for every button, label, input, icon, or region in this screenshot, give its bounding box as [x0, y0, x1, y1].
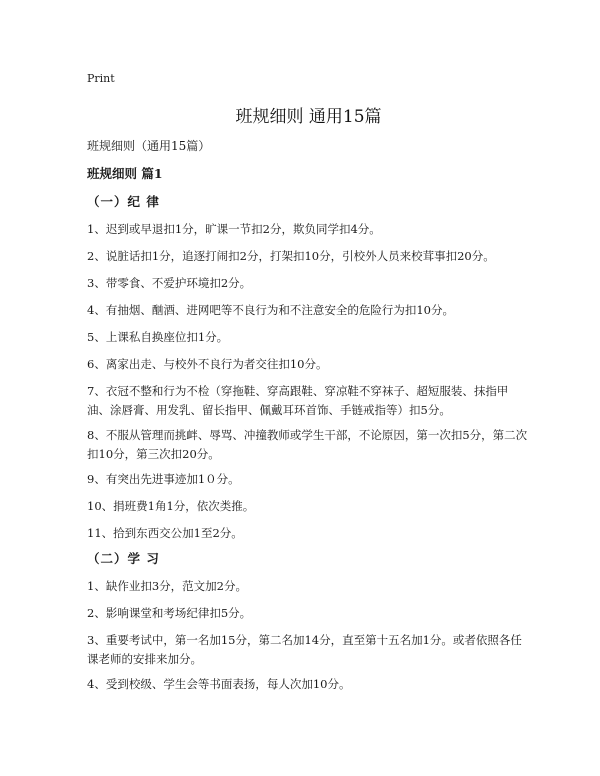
list-item: 11、拾到东西交公加1至2分。 [87, 526, 243, 540]
list-item: 6、离家出走、与校外不良行为者交往扣10分。 [87, 357, 328, 371]
list-item: 1、缺作业扣3分，范文加2分。 [87, 579, 247, 593]
list-item: 3、重要考试中，第一名加15分，第二名加14分，直至第十五名加1分。或者依照各任课老师的安排来加分。 [87, 633, 522, 666]
list-item: 10、捐班费1角1分，依次类推。 [87, 499, 255, 513]
list-item: 8、不服从管理而挑衅、辱骂、冲撞教师或学生干部，不论原因，第一次扣5分，第二次扣10分，第三次扣20分。 [87, 428, 528, 461]
study-list [87, 577, 530, 694]
list-item: 2、影响课堂和考场纪律扣5分。 [87, 606, 252, 620]
list-item: 2、说脏话扣1分，追逐打闹扣2分，打架扣10分，引校外人员来校茸事扣20分。 [87, 249, 495, 263]
document-subtitle: 班规细则（通用15篇） [87, 139, 211, 153]
page-title: 班规细则 通用15篇 [235, 107, 382, 127]
study-heading: （二）学 习 [87, 551, 160, 566]
list-item: 5、上课私自换座位扣1分。 [87, 330, 229, 344]
discipline-list [87, 220, 530, 543]
list-item: 4、有抽烟、酗酒、进网吧等不良行为和不注意安全的危险行为扣10分。 [87, 303, 454, 317]
list-item: 9、有突出先进事迹加1０分。 [87, 472, 240, 486]
list-item: 3、带零食、不爱护环境扣2分。 [87, 276, 252, 290]
discipline-heading: （一）纪 律 [87, 194, 160, 209]
print-label[interactable]: Print [87, 72, 115, 85]
section-title: 班规细则 篇1 [87, 166, 163, 181]
list-item: 4、受到校级、学生会等书面表扬，每人次加10分。 [87, 677, 351, 691]
list-item: 7、衣冠不整和行为不检（穿拖鞋、穿高跟鞋、穿凉鞋不穿袜子、超短服装、抹指甲油、涂唇膏、用发乳、留长指甲、佩戴耳环首饰、手链戒指等）扣5分。 [87, 384, 509, 417]
list-item: 1、迟到或早退扣1分，旷课一节扣2分，欺负同学扣4分。 [87, 222, 381, 236]
